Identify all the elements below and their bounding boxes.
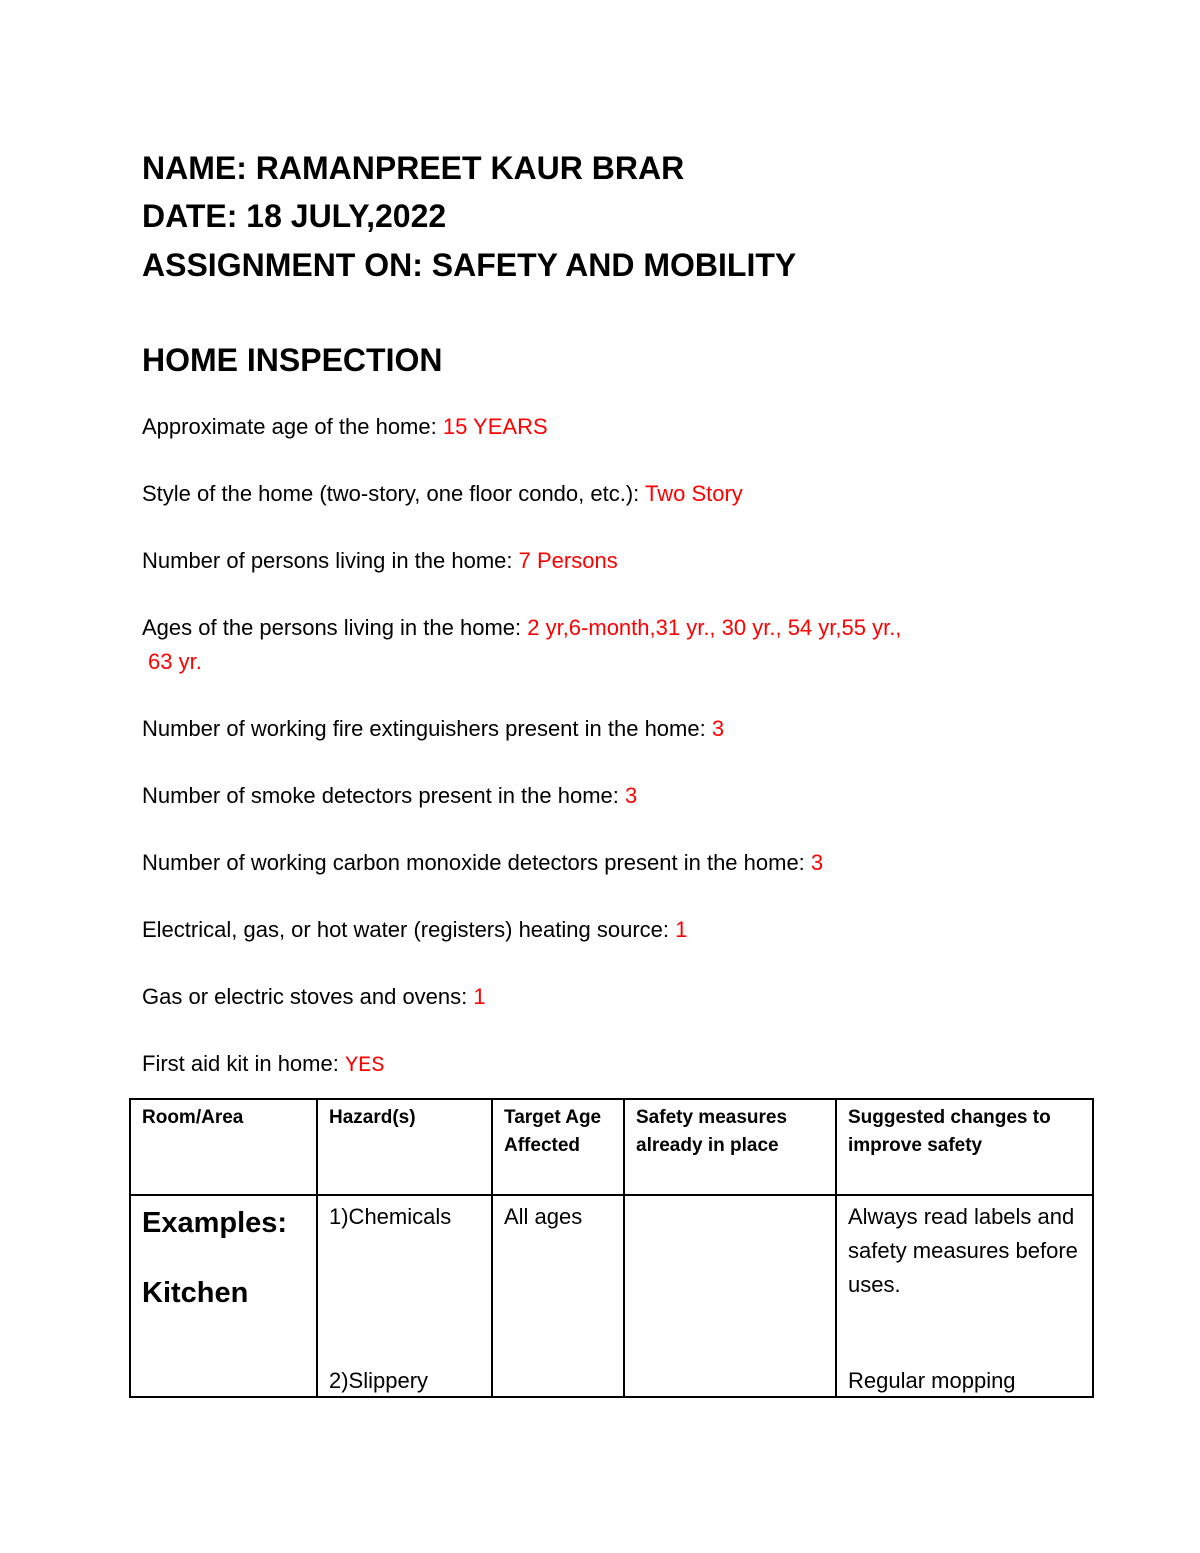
field-label: First aid kit in home: xyxy=(142,1051,345,1076)
field-label: Electrical, gas, or hot water (registers) heating source: xyxy=(142,917,676,942)
field-value: 3 xyxy=(625,783,638,808)
field-home-age xyxy=(142,412,548,442)
field-label: Gas or electric stoves and ovens: xyxy=(142,984,474,1009)
field-heating-source xyxy=(142,915,687,945)
room-name: Kitchen xyxy=(142,1277,249,1309)
field-label: Number of working carbon monoxide detectors present in the home: xyxy=(142,850,811,875)
field-value-continued: 63 yr. xyxy=(148,649,202,674)
table-header-row xyxy=(130,1099,1093,1195)
header-target-age: Target Age Affected xyxy=(492,1099,624,1195)
field-label: Number of working fire extinguishers present in the home: xyxy=(142,716,712,741)
cell-target-age xyxy=(492,1195,624,1397)
field-value: 3 xyxy=(711,716,725,741)
field-value: 1 xyxy=(473,984,486,1009)
target-age-value: All ages xyxy=(504,1204,583,1229)
cell-room-area xyxy=(130,1195,317,1397)
field-home-style xyxy=(142,479,743,509)
hazard-item: 2)Slippery xyxy=(329,1368,429,1393)
assignment-line: ASSIGNMENT ON: SAFETY AND MOBILITY xyxy=(142,247,797,283)
field-value: 15 YEARS xyxy=(442,414,548,439)
cell-safety-measures xyxy=(624,1195,836,1397)
field-value: 3 xyxy=(810,850,824,875)
field-label: Number of smoke detectors present in the home: xyxy=(142,783,626,808)
suggestion-item: Always read labels and safety measures before uses. xyxy=(848,1204,1078,1297)
field-value: YES xyxy=(344,1053,385,1078)
field-value: 2 yr,6-month,31 yr., 30 yr., 54 yr,55 yr., xyxy=(527,615,902,640)
field-value: Two Story xyxy=(644,481,743,506)
field-label: Ages of the persons living in the home: xyxy=(142,615,528,640)
field-fire-extinguishers xyxy=(142,714,724,744)
header-room-area: Room/Area xyxy=(130,1099,317,1195)
cell-hazards xyxy=(317,1195,492,1397)
date-line: DATE: 18 JULY,2022 xyxy=(142,198,447,234)
field-co-detectors xyxy=(142,848,823,878)
cell-suggested-changes xyxy=(836,1195,1093,1397)
table-row xyxy=(130,1195,1093,1397)
field-value: 7 Persons xyxy=(518,548,618,573)
hazard-item: 1)Chemicals xyxy=(329,1204,452,1229)
field-persons-ages-continued xyxy=(148,647,202,677)
header-safety-measures: Safety measures already in place xyxy=(624,1099,836,1195)
header-hazards: Hazard(s) xyxy=(317,1099,492,1195)
field-persons-ages xyxy=(142,613,901,643)
section-title: HOME INSPECTION xyxy=(142,342,443,378)
field-persons-count xyxy=(142,546,618,576)
field-label: Number of persons living in the home: xyxy=(142,548,519,573)
suggestion-item: Regular mopping xyxy=(848,1368,1016,1393)
field-label: Approximate age of the home: xyxy=(142,414,443,439)
inspection-table xyxy=(129,1098,1094,1398)
field-label: Style of the home (two-story, one floor condo, etc.): xyxy=(142,481,645,506)
field-first-aid-kit xyxy=(142,1049,385,1081)
header-suggested-changes: Suggested changes to improve safety xyxy=(836,1099,1093,1195)
name-line: NAME: RAMANPREET KAUR BRAR xyxy=(142,150,685,186)
field-stoves-ovens xyxy=(142,982,486,1012)
examples-label: Examples: xyxy=(142,1207,288,1239)
field-smoke-detectors xyxy=(142,781,637,811)
field-value: 1 xyxy=(675,917,688,942)
